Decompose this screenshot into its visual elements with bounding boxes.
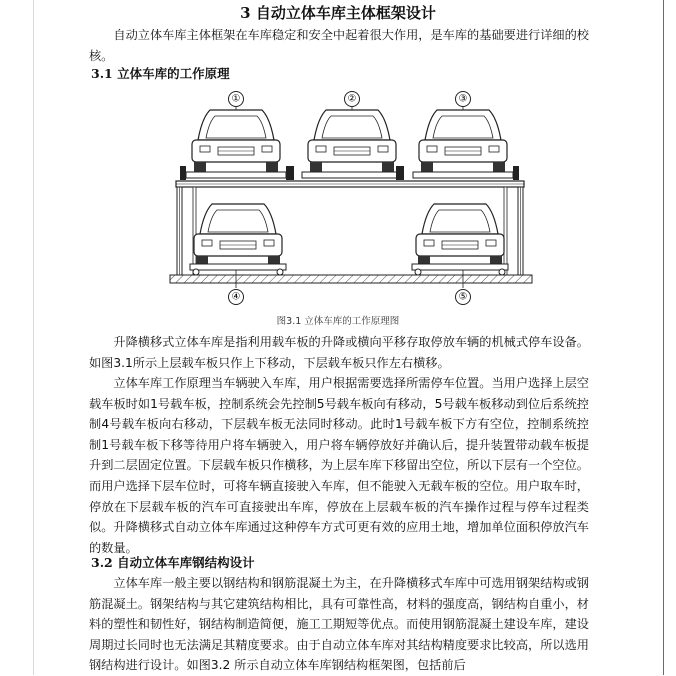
lower-car-4 [194, 204, 282, 266]
garage-diagram [160, 86, 540, 310]
position-label-1 [229, 92, 244, 107]
figure-caption: 图3.1 立体车库的工作原理图 [276, 316, 400, 327]
position-label-2 [345, 92, 360, 107]
chapter-title: 3 自动立体车库主体框架设计 [240, 4, 436, 22]
position-label-4 [229, 290, 244, 305]
intro-paragraph: 自动立体车库主体框架在车库稳定和安全中起着很大作用，是车库的基础要进行详细的校核。 [89, 28, 589, 63]
page-right-border [663, 0, 664, 675]
upper-pallets [180, 166, 519, 180]
position-label-3 [456, 92, 471, 107]
page-left-rule [33, 0, 34, 675]
section-heading-3-2: 3.2 自动立体车库钢结构设计 [91, 555, 255, 570]
lower-car-5 [416, 204, 504, 266]
lower-pallets [190, 264, 508, 275]
position-label-5 [456, 290, 471, 305]
paragraph-lift-transverse: 升降横移式立体车库是指利用载车板的升降或横向平移存取停放车辆的机械式停车设备。如图3.1所示上层载车板只作上下移动，下层载车板只作左右横移。 [89, 335, 589, 370]
svg-text:③: ③ [458, 93, 468, 105]
paragraph-working-principle: 立体车库工作原理当车辆驶入车库，用户根据需要选择所需停车位置。当用户选择上层空载车板时如1号载车板，控制系统会先控制5号载车板向有移动，5号载车板移动到位后系统控制4号载车板向右移动，下层载车板无法同时移动。此时1号载车板下方有空位，控制系统控制1号载车板下移等待用户将车辆驶入，用户将车辆停放好并确认后，提升装置带动载车板提升到二层固定位置。下层载车板只作横移，为上层车库下移留出空位，所以下层有一个空位。而用户选择下层车位时，可将车辆直接驶入车库，但不能驶入无载车板的空位。用户取车时，停放在下层载车板的汽车可直接驶出车库，停放在上层载车板的汽车操作过程与停车过程类似。升降横移式自动立体车库通过这种停车方式可更有效的应用土地，增加单位面积停放汽车的数量。 [89, 376, 589, 555]
ground-hatch [170, 275, 532, 283]
svg-text:⑤: ⑤ [458, 291, 468, 303]
svg-text:④: ④ [231, 291, 241, 303]
garage-diagram-svg [160, 86, 540, 310]
section-heading-3-1: 3.1 立体车库的工作原理 [91, 66, 230, 81]
upper-car-2 [308, 110, 396, 172]
upper-car-3 [419, 110, 507, 172]
paragraph-steel-structure: 立体车库一般主要以钢结构和钢筋混凝土为主，在升降横移式车库中可选用钢架结构或钢筋混凝土。钢架结构与其它建筑结构相比，具有可靠性高，材料的强度高，钢结构自重小，材料的塑性和韧性好，钢结构制造简便，施工工期短等优点。而使用钢筋混凝土建设车库，建设周期过长同时也无法满足其精度要求。由于自动立体车库对其结构精度要求比较高，所以选用钢结构进行设计。如图3.2 所示自动立体车库钢结构框架图，包括前后 [89, 576, 589, 673]
svg-text:①: ① [231, 93, 241, 105]
svg-text:②: ② [347, 93, 357, 105]
upper-car-1 [192, 110, 280, 172]
